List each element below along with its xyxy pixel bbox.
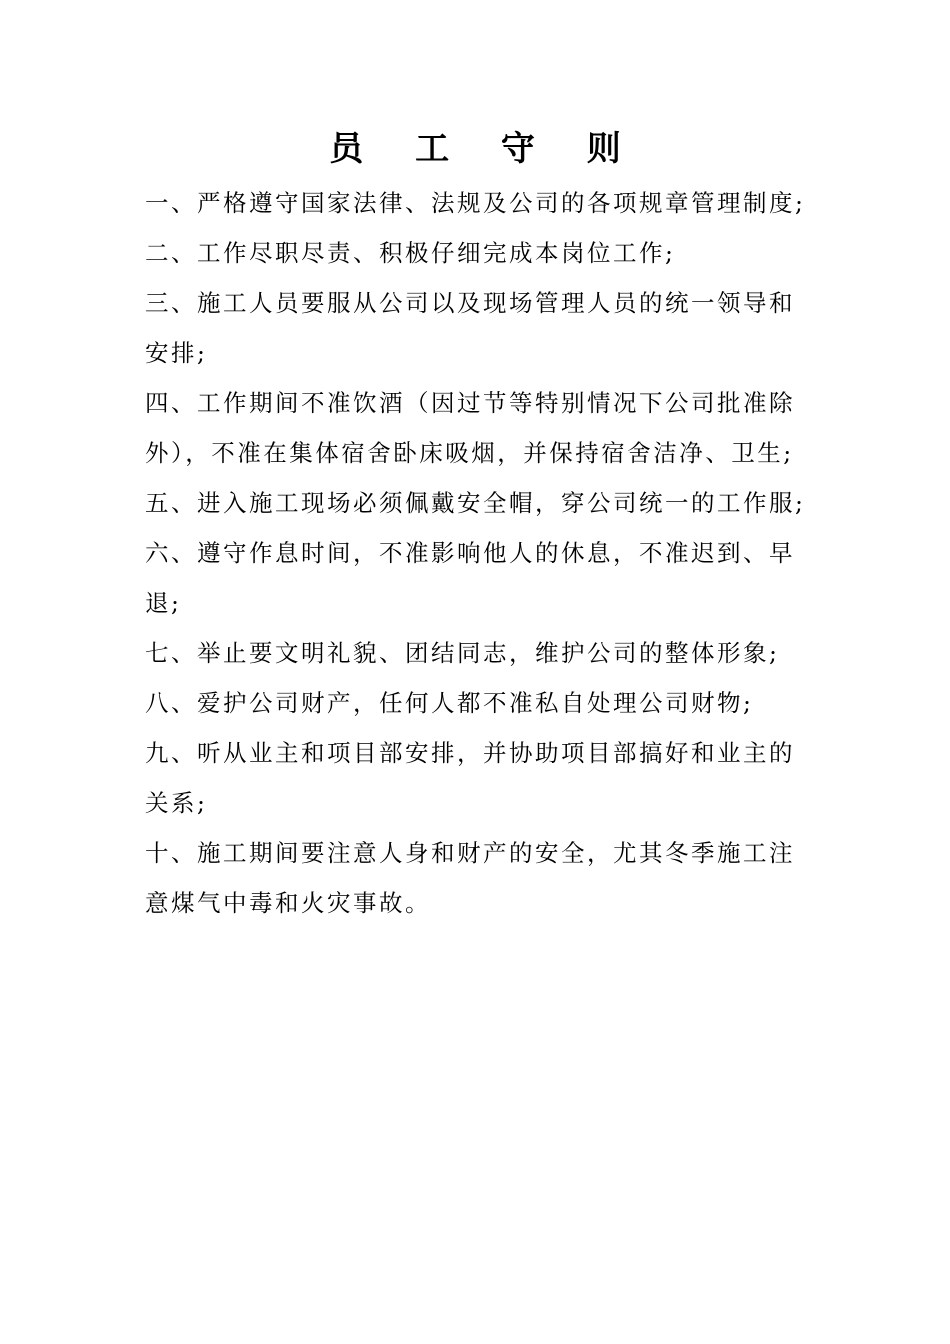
rule-item-5: 五、进入施工现场必须佩戴安全帽，穿公司统一的工作服;: [145, 489, 806, 517]
rule-item-6: 六、遵守作息时间，不准影响他人的休息，不准迟到、早退;: [145, 539, 795, 617]
rule-item-10: 十、施工期间要注意人身和财产的安全，尤其冬季施工注意煤气中毒和火灾事故。: [145, 839, 795, 917]
page-title: 员 工 守 则: [329, 129, 641, 169]
rule-item-7: 七、举止要文明礼貌、团结同志，维护公司的整体形象;: [145, 639, 780, 667]
rules-list: [145, 178, 810, 928]
rule-item-2: 二、工作尽职尽责、积极仔细完成本岗位工作;: [145, 239, 676, 267]
rule-item-8: 八、爱护公司财产，任何人都不准私自处理公司财物;: [145, 689, 754, 717]
rule-item-3: 三、施工人员要服从公司以及现场管理人员的统一领导和安排;: [145, 289, 795, 367]
rule-item-4: 四、工作期间不准饮酒（因过节等特别情况下公司批准除外），不准在集体宿舍卧床吸烟，并保持宿舍洁净、卫生;: [145, 389, 795, 467]
rule-item-1: 一、严格遵守国家法律、法规及公司的各项规章管理制度;: [145, 189, 806, 217]
rule-item-9: 九、听从业主和项目部安排，并协助项目部搞好和业主的关系;: [145, 739, 795, 817]
